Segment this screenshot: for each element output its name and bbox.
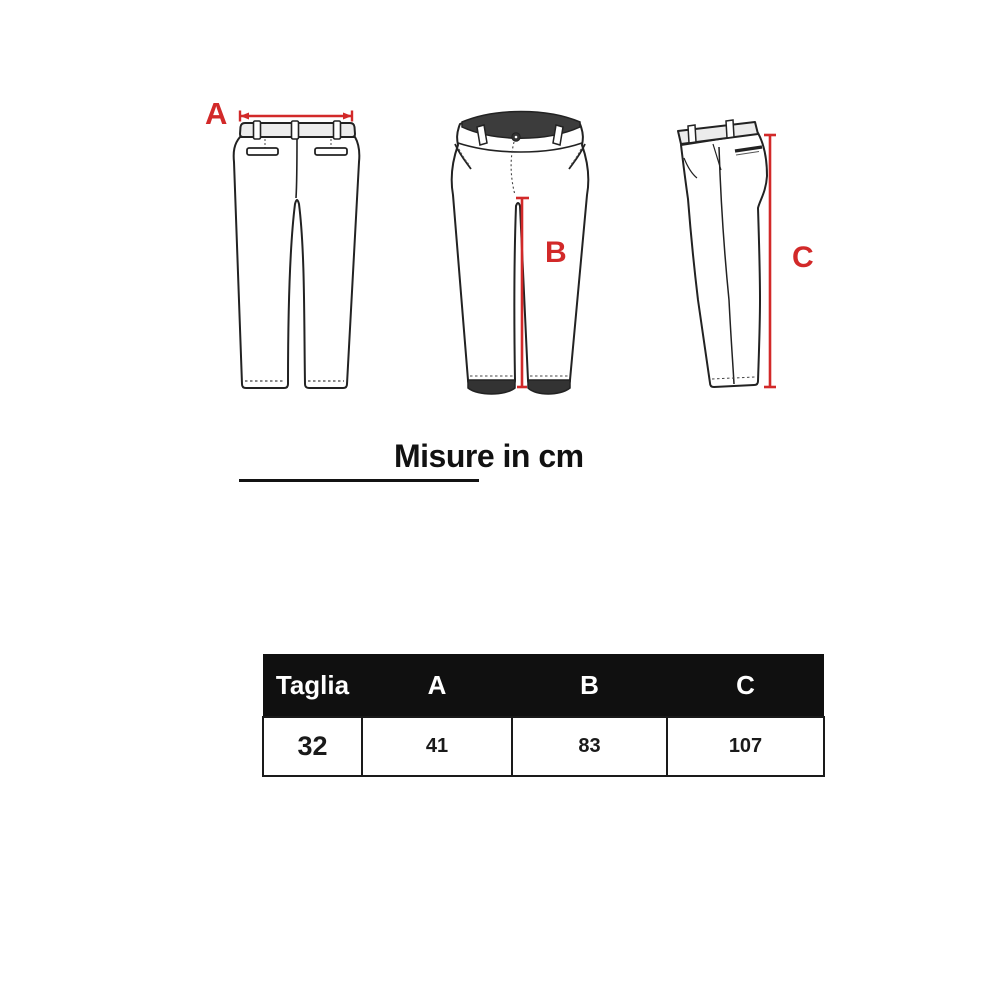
pants-back-view-drawing [195,92,380,412]
size-table [262,654,825,777]
button-hole [515,136,518,139]
belt-loop [688,125,696,143]
belt-loop [726,120,734,138]
front-hem-left [468,380,515,394]
measure-arrow-a [240,111,352,122]
size-table-header-taglia: Taglia [263,654,362,717]
size-value-taglia: 32 [263,717,362,776]
back-pocket-right [315,148,347,155]
front-body-outline [452,113,589,385]
belt-loop [292,121,299,139]
measure-label-c: C [792,241,814,274]
back-pocket-left [247,148,278,155]
size-value-a: 41 [362,717,512,776]
size-guide-title: Misure in cm [394,438,584,474]
measure-arrowhead-left [240,113,249,120]
title-underline [239,479,479,482]
size-value-b: 83 [512,717,667,776]
size-table-header-c: C [667,654,824,717]
size-table-row [263,717,824,776]
size-value-c: 107 [667,717,824,776]
measure-label-b: B [545,236,567,269]
size-table-header-b: B [512,654,667,717]
measure-arrowhead-right [343,113,352,120]
measure-label-a: A [205,96,228,131]
side-body-outline [681,133,767,387]
belt-loop [254,121,261,139]
front-hem-right [528,380,570,394]
size-table-header-row [263,654,824,717]
size-table-header-a: A [362,654,512,717]
pants-front-view-drawing [440,100,610,410]
belt-loop [334,121,341,139]
